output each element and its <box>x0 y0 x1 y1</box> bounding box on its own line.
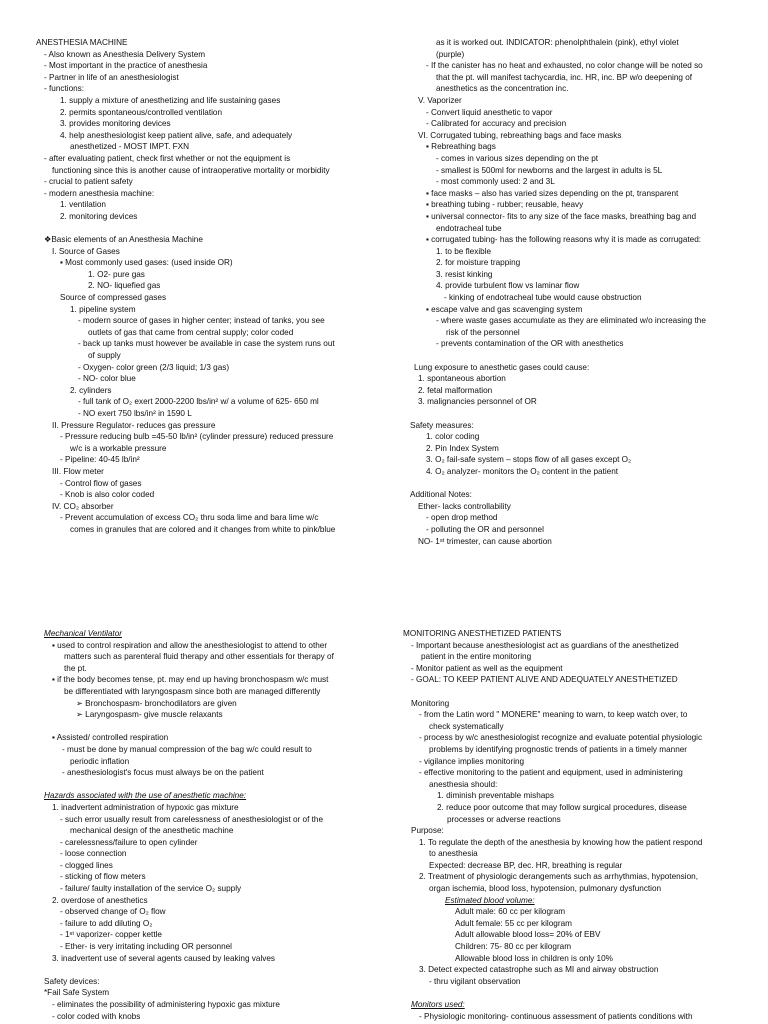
text-line: mechanical design of the anesthetic machine <box>70 826 234 836</box>
text-line: Estimated blood volume: <box>445 895 535 905</box>
text-line: - modern source of gases in higher center; instead of tanks, you see <box>78 316 325 326</box>
text-line: - 1ˢᵗ vaporizer- copper kettle <box>60 930 162 940</box>
text-line: - from the Latin word " MONERE" meaning to warn, to keep watch over, to <box>419 710 688 720</box>
text-line: 2. Treatment of physiologic derangements such as arrhythmias, hypotension, <box>419 872 698 882</box>
text-line: - Pipeline: 40-45 lb/in² <box>60 455 140 465</box>
text-line <box>403 686 748 698</box>
text-line <box>410 478 748 490</box>
text-line: - back up tanks must however be available in case the system runs out <box>78 339 335 349</box>
text-line: ▪ Assisted/ controlled respiration <box>52 733 169 743</box>
text-line: Mechanical Ventilator <box>44 629 122 638</box>
text-line: 2. for moisture trapping <box>436 258 521 268</box>
text-line: 2. fetal malformation <box>418 385 493 395</box>
text-line: ❖Basic elements of an Anesthesia Machine <box>44 235 203 245</box>
text-line: - prevents contamination of the OR with anesthetics <box>436 339 624 349</box>
text-line: - NO- color blue <box>78 374 136 384</box>
text-line: 1. inadvertent administration of hypoxic gas mixture <box>52 802 239 812</box>
text-line: - kinking of endotracheal tube would cause obstruction <box>444 293 642 303</box>
text-line: Safety devices: <box>44 976 100 986</box>
text-line: 2. overdose of anesthetics <box>52 895 148 905</box>
text-line: Lung exposure to anesthetic gases could cause: <box>414 362 590 372</box>
text-line: anesthetics as the concentration inc. <box>436 84 569 94</box>
text-line: check systematically <box>429 721 504 731</box>
text-line: 1. O2- pure gas <box>88 269 145 279</box>
text-line: Source of compressed gases <box>60 293 167 303</box>
text-line: Children: 75- 80 cc per kilogram <box>455 942 572 952</box>
text-line: - eliminates the possibility of administering hypoxic gas mixture <box>52 1000 280 1009</box>
text-line: patient in the entire monitoring <box>421 652 532 662</box>
text-line: - carelessness/failure to open cylinder <box>60 837 198 847</box>
column-bottom-right <box>403 628 748 1022</box>
text-line: - sticking of flow meters <box>60 872 146 882</box>
text-line: of supply <box>88 351 121 361</box>
text-line: 2. cylinders <box>70 385 112 395</box>
text-line: - Important because anesthesiologist act as guardians of the anesthetized <box>411 640 679 650</box>
text-line: 2. NO- liquefied gas <box>88 281 161 291</box>
text-line: 1. To regulate the depth of the anesthesia by knowing how the patient respond <box>419 837 703 847</box>
text-line: - color coded with knobs <box>52 1011 141 1021</box>
text-line: - smallest is 500ml for newborns and the largest in adults is 5L <box>436 165 663 175</box>
text-line: - GOAL: TO KEEP PATIENT ALIVE AND ADEQUATELY ANESTHETIZED <box>411 675 678 685</box>
column-top-right <box>410 37 748 547</box>
text-line: ▪ if the body becomes tense, pt. may end up having bronchospasm w/c must <box>52 675 329 685</box>
text-line: Safety measures: <box>410 420 474 430</box>
text-line: ➢ Bronchospasm- bronchodilators are given <box>76 698 237 708</box>
text-line: comes in granules that are colored and it changes from white to pink/blue <box>70 524 336 534</box>
text-line: 3. provides monitoring devices <box>60 119 171 129</box>
text-line: ➢ Laryngospasm- give muscle relaxants <box>76 710 223 720</box>
text-line: - Monitor patient as well as the equipment <box>411 663 563 673</box>
text-line: - open drop method <box>426 513 498 523</box>
text-line: ANESTHESIA MACHINE <box>36 38 128 47</box>
text-line: - failure to add diluting O₂ <box>60 918 153 928</box>
text-line: I. Source of Gases <box>52 246 120 256</box>
column-bottom-left <box>36 628 376 1022</box>
text-line: III. Flow meter <box>52 466 104 476</box>
text-line: Additional Notes: <box>410 490 472 500</box>
text-line: - effective monitoring to the patient and equipment, used in administering <box>419 768 683 778</box>
text-line <box>36 721 376 733</box>
text-line: - must be done by manual compression of the bag w/c could result to <box>62 744 312 754</box>
text-line: - Partner in life of an anesthesiologist <box>44 72 179 82</box>
text-line: - Control flow of gases <box>60 478 142 488</box>
text-line: (purple) <box>436 49 465 59</box>
text-line: problems by identifying prognostic trends of patients in a timely manner <box>429 744 688 754</box>
text-line: 3. resist kinking <box>436 269 493 279</box>
text-line: - full tank of O₂ exert 2000-2200 lbs/in² w/ a volume of 625- 650 ml <box>78 397 319 407</box>
text-line: anesthetized - MOST IMPT. FXN <box>70 142 190 152</box>
text-line: that the pt. will manifest tachycardia, inc. HR, inc. BP w/o deepening of <box>436 72 693 82</box>
text-line: - If the canister has no heat and exhausted, no color change will be noted so <box>426 61 703 71</box>
text-line: 4. provide turbulent flow vs laminar flow <box>436 281 580 291</box>
text-line <box>36 223 376 235</box>
text-line: NO- 1ˢᵗ trimester, can cause abortion <box>418 536 552 546</box>
text-line <box>36 964 376 976</box>
text-line: Adult allowable blood loss= 20% of EBV <box>455 930 601 940</box>
text-line: 3. Detect expected catastrophe such as MI and airway obstruction <box>419 965 659 975</box>
text-line: ▪ corrugated tubing- has the following reasons why it is made as corrugated: <box>426 235 702 245</box>
text-line: - Physiologic monitoring- continuous assessment of patients conditions with <box>419 1011 693 1021</box>
text-line: ▪ escape valve and gas scavenging system <box>426 304 583 314</box>
text-line: V. Vaporizer <box>418 95 462 105</box>
text-line: 3. inadvertent use of several agents caused by leaking valves <box>52 953 276 963</box>
text-line: 4. help anesthesiologist keep patient alive, safe, and adequately <box>60 130 293 140</box>
text-line <box>410 350 748 362</box>
text-line: - polluting the OR and personnel <box>426 524 544 534</box>
text-line: - Convert liquid anesthetic to vapor <box>426 107 553 117</box>
text-line: anesthesia should: <box>429 779 498 789</box>
text-line: - crucial to patient safety <box>44 177 133 187</box>
text-line: 2. reduce poor outcome that may follow surgical procedures, disease <box>437 802 687 812</box>
text-line: the pt. <box>64 663 87 673</box>
text-line: - loose connection <box>60 849 127 859</box>
column-top-left <box>36 37 376 536</box>
text-line: 1. supply a mixture of anesthetizing and life sustaining gases <box>60 95 281 105</box>
text-line: Hazards associated with the use of anesthetic machine: <box>44 791 247 801</box>
text-line: - where waste gases accumulate as they are eliminated w/o increasing the <box>436 316 706 326</box>
text-line: - Prevent accumulation of excess CO₂ thru soda lime and bara lime w/c <box>60 513 319 523</box>
text-line: matters such as parenteral fluid therapy and other essentials for therapy of <box>64 652 334 662</box>
text-line: Allowable blood loss in children is only 10% <box>455 953 613 963</box>
text-line: Adult male: 60 cc per kilogram <box>455 907 566 917</box>
text-line: II. Pressure Regulator- reduces gas pressure <box>52 420 216 430</box>
text-line: MONITORING ANESTHETIZED PATIENTS <box>403 629 562 638</box>
text-line: 2. Pin Index System <box>426 443 499 453</box>
text-line: ▪ face masks – also has varied sizes depending on the pt, transparent <box>426 188 679 198</box>
text-line: w/c is a workable pressure <box>70 443 167 453</box>
text-line: - thru vigilant observation <box>429 976 521 986</box>
text-line: ▪ Rebreathing bags <box>426 142 496 152</box>
text-line: VI. Corrugated tubing, rebreathing bags and face masks <box>418 130 622 140</box>
text-line <box>403 987 748 999</box>
text-line: - clogged lines <box>60 860 113 870</box>
text-line: - Pressure reducing bulb =45-50 lb/in² (cylinder pressure) reduced pressure <box>60 432 334 442</box>
text-line: 1. color coding <box>426 432 480 442</box>
text-line: ▪ universal connector- fits to any size of the face masks, breathing bag and <box>426 211 697 221</box>
text-line: ▪ breathing tubing - rubber; reusable, heavy <box>426 200 584 210</box>
text-line: 1. diminish preventable mishaps <box>437 791 554 801</box>
text-line: - functions: <box>44 84 85 94</box>
text-line: 2. permits spontaneous/controlled ventilation <box>60 107 223 117</box>
text-line: - Most important in the practice of anesthesia <box>44 61 208 71</box>
text-line <box>36 779 376 791</box>
text-line: - vigilance implies monitoring <box>419 756 525 766</box>
text-line: Monitors used: <box>411 1000 465 1009</box>
text-line: Monitoring <box>411 698 450 708</box>
text-line <box>410 408 748 420</box>
text-line: - observed change of O₂ flow <box>60 907 166 917</box>
text-line: 1. to be flexible <box>436 246 492 256</box>
text-line: Ether- lacks controllability <box>418 501 511 511</box>
text-line: endotracheal tube <box>436 223 502 233</box>
text-line: processes or adverse reactions <box>447 814 561 824</box>
text-line: - failure/ faulty installation of the service O₂ supply <box>60 884 242 894</box>
text-line: 1. spontaneous abortion <box>418 374 506 384</box>
text-line: - modern anesthesia machine: <box>44 188 155 198</box>
text-line: outlets of gas that came from central supply; color coded <box>88 327 294 337</box>
text-line: IV. CO₂ absorber <box>52 501 114 511</box>
text-line: to anesthesia <box>429 849 478 859</box>
text-line: periodic inflation <box>70 756 130 766</box>
text-line: risk of the personnel <box>446 327 520 337</box>
text-line: 3. malignancies personnel of OR <box>418 397 537 407</box>
text-line: 1. pipeline system <box>70 304 136 314</box>
text-line: as it is worked out. INDICATOR: phenolphthalein (pink), ethyl violet <box>436 38 679 47</box>
text-line: 4. O₂ analyzer- monitors the O₂ content in the patient <box>426 466 619 476</box>
text-line: ▪ used to control respiration and allow the anesthesiologist to attend to other <box>52 640 328 650</box>
text-line: - Also known as Anesthesia Delivery System <box>44 49 206 59</box>
text-line: - after evaluating patient, check first whether or not the equipment is <box>44 153 291 163</box>
text-line: - process by w/c anesthesiologist recognize and evaluate potential physiologic <box>419 733 703 743</box>
text-line: 3. O₂ fail-safe system – stops flow of all gases except O₂ <box>426 455 632 465</box>
text-line: - comes in various sizes depending on the pt <box>436 153 599 163</box>
text-line: Expected: decrease BP, dec. HR, breathing is regular <box>429 860 623 870</box>
text-line: organ ischemia, blood loss, hypotension, pulmonary dysfunction <box>429 884 662 894</box>
text-line: - Knob is also color coded <box>60 490 155 500</box>
text-line: be differentiated with laryngospasm since both are managed differently <box>64 686 321 696</box>
text-line: - NO exert 750 lbs/in² in 1590 L <box>78 409 192 418</box>
text-line: 2. monitoring devices <box>60 211 138 221</box>
text-line: 1. ventilation <box>60 200 106 210</box>
text-line: - such error usually result from carelessness of anesthesiologist or of the <box>60 814 324 824</box>
text-line: - Ether- is very irritating including OR personnel <box>60 942 233 952</box>
text-line: functioning since this is another cause of intraoperative mortality or morbidity <box>52 165 330 175</box>
text-line: - most commonly used: 2 and 3L <box>436 177 555 187</box>
text-line: ▪ Most commonly used gases: (used inside OR) <box>60 258 233 268</box>
text-line: Purpose: <box>411 826 444 836</box>
text-line: *Fail Safe System <box>44 988 110 998</box>
text-line: - Oxygen- color green (2/3 liquid; 1/3 gas) <box>78 362 230 372</box>
text-line: - Calibrated for accuracy and precision <box>426 119 567 129</box>
text-line: - anesthesiologist's focus must always be on the patient <box>62 768 264 778</box>
text-line: Adult female: 55 cc per kilogram <box>455 918 572 928</box>
